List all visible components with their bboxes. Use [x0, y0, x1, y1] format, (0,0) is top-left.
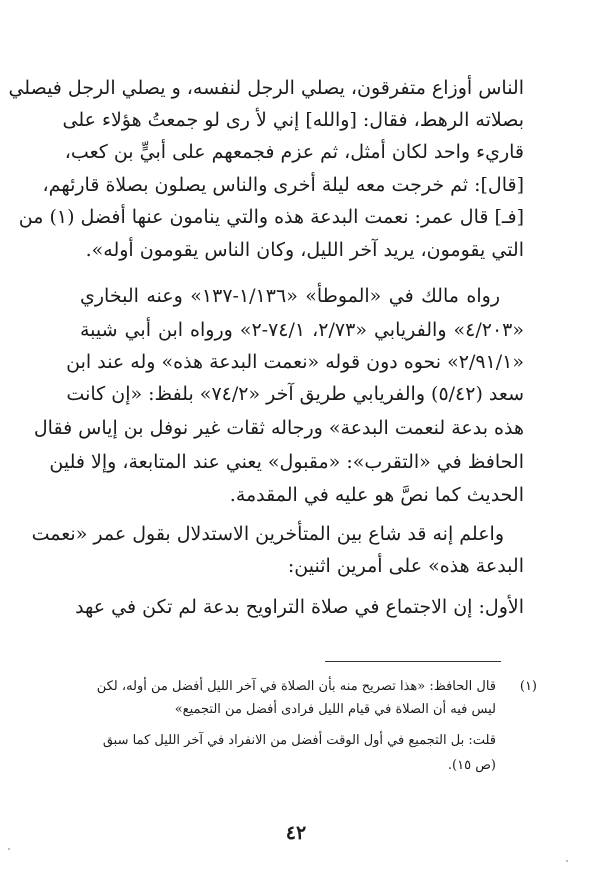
- footnote-line-3: قلت: بل التجميع في أول الوقت أفضل من الانفراد في آخر الليل كما سبق: [102, 733, 496, 748]
- body-line-16: الأول: إن الاجتماع في صلاة التراويح بدعة لم تكن في عهد: [75, 596, 524, 618]
- body-line-12: الحافظ في «التقرب»: «مقبول» يعني عند المتابعة، وإلا فلين: [49, 451, 524, 473]
- body-line-3: قاريء واحد لكان أمثل، ثم عزم فجمعهم على أبيٍّ بن كعب،: [64, 141, 524, 163]
- footnote-line-2: ليس فيه أن الصلاة في قيام الليل فرادى أفضل من التجميع»: [174, 702, 496, 717]
- footnote-line-4: (ص ١٥).: [447, 758, 496, 773]
- body-line-13: الحديث كما نصَّ هو عليه في المقدمة.: [229, 484, 524, 506]
- body-line-7: رواه مالك في «الموطأ» «١/١٣٦-١٣٧» وعنه البخاري: [80, 285, 500, 307]
- body-line-11: هذه بدعة لنعمت البدعة» ورجاله ثقات غير نوفل بن إياس فقال: [33, 417, 524, 439]
- body-line-5: [فـ] قال عمر: نعمت البدعة هذه والتي ينامون عنها أفضل (١) من: [18, 206, 524, 228]
- body-line-6: التي يقومون، يريد آخر الليل، وكان الناس يقومون أوله».: [85, 239, 524, 261]
- body-line-1: الناس أوزاع متفرقون، يصلي الرجل لنفسه، و يصلي الرجل فيصلي: [8, 77, 524, 99]
- body-line-8: «٤/٢٠٣» والفريابي «٢/٧٣، ٧٤/١-٢» ورواه ابن أبي شيبة: [80, 319, 524, 341]
- scan-speck: [8, 848, 10, 850]
- body-line-14: واعلم إنه قد شاع بين المتأخرين الاستدلال بقول عمر «نعمت: [31, 523, 504, 545]
- footnote-marker: (١): [519, 679, 537, 694]
- body-line-10: سعد (٥/٤٢) والفريابي طريق آخر «٧٤/٢» بلفظ: «إن كانت: [66, 383, 524, 405]
- footnote-separator: [325, 661, 501, 662]
- page-number: ٤٢: [285, 822, 307, 844]
- footnote-line-1: قال الحافظ: «هذا تصريح منه بأن الصلاة في آخر الليل أفضل من أوله، لكن: [96, 679, 496, 694]
- body-line-2: بصلاته الرهط، فقال: [والله] إني لأ رى لو جمعتُ هؤلاء على: [62, 109, 524, 131]
- body-line-15: البدعة هذه» على أمرين اثنين:: [287, 555, 524, 577]
- scan-speck: [566, 860, 568, 862]
- body-line-4: [قال]: ثم خرجت معه ليلة أخرى والناس يصلون بصلاة قارئهم،: [42, 174, 524, 196]
- body-line-9: «٢/٩١/١» نحوه دون قوله «نعمت البدعة هذه» وله عند ابن: [66, 351, 524, 373]
